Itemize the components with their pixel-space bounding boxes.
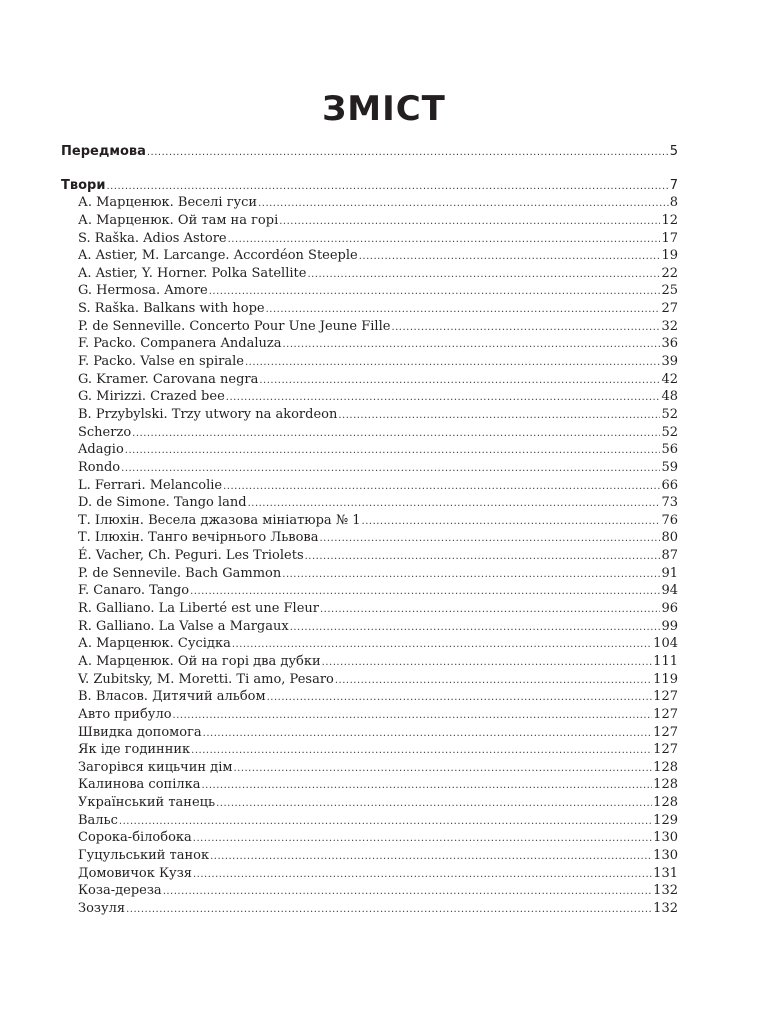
toc-entry[interactable] — [61, 212, 678, 230]
page-number: 127 — [653, 689, 678, 705]
entry-title: D. de Simone. Tango land — [78, 495, 247, 511]
page-number: 127 — [653, 742, 678, 758]
toc-entry[interactable] — [61, 829, 678, 847]
page-number: 32 — [661, 318, 678, 334]
toc-entry[interactable] — [61, 847, 678, 865]
page-number: 131 — [653, 865, 678, 881]
dot-leader — [228, 231, 661, 249]
entry-title: Scherzo — [78, 424, 132, 440]
entry-title: А. Марценюк. Веселі гуси — [78, 195, 258, 211]
dot-leader — [193, 866, 652, 884]
toc-entry[interactable] — [61, 724, 678, 742]
page-title: ЗМІСТ — [322, 88, 446, 129]
entry-title: A. Astier, Y. Horner. Polka Satellite — [78, 265, 307, 281]
toc-entry[interactable] — [61, 353, 678, 371]
page-number: 119 — [653, 671, 678, 687]
dot-leader — [191, 742, 652, 760]
dot-leader — [163, 883, 652, 901]
entry-title: Вальс — [78, 812, 118, 828]
page-number: 127 — [653, 724, 678, 740]
page-number: 52 — [661, 406, 678, 422]
page-number: 99 — [661, 618, 678, 634]
toc-entry[interactable] — [61, 247, 678, 265]
entry-title: F. Packo. Valse en spirale — [78, 354, 244, 370]
entry-title: Домовичок Кузя — [78, 865, 192, 881]
page-number: 128 — [653, 759, 678, 775]
entry-title: S. Raška. Balkans with hope — [78, 301, 265, 317]
toc-entry[interactable] — [61, 794, 678, 812]
entry-title: R. Galliano. La Valse a Margaux — [78, 618, 289, 634]
page-number: 5 — [669, 144, 678, 159]
toc-entry[interactable] — [61, 282, 678, 300]
dot-leader — [320, 601, 660, 619]
dot-leader — [190, 583, 660, 601]
dot-leader — [223, 478, 660, 496]
toc-entry[interactable] — [61, 882, 678, 900]
page-number: 7 — [669, 177, 678, 193]
dot-leader — [121, 460, 660, 478]
page-number: 87 — [661, 548, 678, 564]
page-number: 25 — [661, 283, 678, 299]
entry-title: Коза-дереза — [78, 883, 162, 899]
dot-leader — [322, 654, 653, 672]
entry-title: А. Марценюк. Ой там на горі — [78, 212, 279, 228]
entry-title: А. Марценюк. Сусідка — [78, 636, 231, 652]
dot-leader — [202, 777, 653, 795]
toc-entry[interactable] — [61, 600, 678, 618]
page-number: 36 — [661, 336, 678, 352]
page-number: 111 — [653, 653, 678, 669]
toc-section-entry[interactable] — [61, 177, 678, 195]
entry-title: Т. Ілюхін. Танго вечірнього Львова — [78, 530, 319, 546]
dot-leader — [307, 266, 660, 284]
toc-entry[interactable] — [61, 529, 678, 547]
dot-leader — [283, 336, 661, 354]
entry-title: V. Zubitsky, M. Moretti. Ti amo, Pesaro — [78, 671, 334, 687]
dot-leader — [173, 707, 653, 725]
page-number: 96 — [661, 601, 678, 617]
entry-title: Rondo — [78, 459, 121, 475]
page-number: 22 — [661, 265, 678, 281]
entry-title: В. Власов. Дитячий альбом — [78, 689, 266, 705]
entry-title: G. Hermosa. Amore — [78, 283, 208, 299]
dot-leader — [282, 566, 660, 584]
entry-title: Т. Ілюхін. Весела джазова мініатюра № 1 — [78, 512, 361, 528]
dot-leader — [106, 178, 668, 196]
page-number: 104 — [653, 636, 678, 652]
dot-leader — [266, 301, 661, 319]
entry-title: B. Przybylski. Trzy utwory na akordeon — [78, 406, 338, 422]
page-number: 52 — [661, 424, 678, 440]
toc-entry[interactable] — [61, 582, 678, 600]
toc-entry[interactable] — [61, 424, 678, 442]
dot-leader — [132, 425, 660, 443]
page-number: 27 — [661, 301, 678, 317]
page-number: 128 — [653, 777, 678, 793]
page-number: 132 — [653, 900, 678, 916]
page-number: 66 — [661, 477, 678, 493]
dot-leader — [126, 901, 652, 919]
page-number: 8 — [669, 195, 678, 211]
page-number: 94 — [661, 583, 678, 599]
toc-entry[interactable] — [61, 194, 678, 212]
page-number: 76 — [661, 512, 678, 528]
dot-leader — [226, 389, 661, 407]
dot-leader — [147, 144, 669, 162]
page-number: 130 — [653, 830, 678, 846]
toc-entry[interactable] — [61, 565, 678, 583]
page-number: 42 — [661, 371, 678, 387]
toc-entry[interactable] — [61, 230, 678, 248]
entry-title: P. de Senneville. Concerto Pour Une Jeune Fille — [78, 318, 391, 334]
dot-leader — [362, 513, 661, 531]
dot-leader — [267, 689, 653, 707]
page-number: 17 — [661, 230, 678, 246]
page-number: 39 — [661, 354, 678, 370]
section-spacer — [61, 161, 678, 177]
toc-entry[interactable] — [61, 671, 678, 689]
entry-title: Сорока-білобока — [78, 830, 192, 846]
dot-leader — [232, 636, 652, 654]
dot-leader — [203, 725, 653, 743]
entry-title: Зозуля — [78, 900, 126, 916]
dot-leader — [248, 495, 661, 513]
entry-title: Як іде годинник — [78, 742, 191, 758]
page-number: 127 — [653, 706, 678, 722]
page-number: 19 — [661, 248, 678, 264]
entry-title: Швидка допомога — [78, 724, 202, 740]
page-number: 128 — [653, 795, 678, 811]
page-number: 130 — [653, 847, 678, 863]
dot-leader — [320, 530, 661, 548]
toc-entry[interactable] — [61, 318, 678, 336]
toc-entry[interactable] — [61, 441, 678, 459]
toc-entry[interactable] — [61, 776, 678, 794]
toc-entry[interactable] — [61, 371, 678, 389]
dot-leader — [259, 372, 660, 390]
entry-title: L. Ferrari. Melancolie — [78, 477, 223, 493]
toc-entry[interactable] — [61, 547, 678, 565]
toc-entry[interactable] — [61, 653, 678, 671]
toc-entry[interactable] — [61, 459, 678, 477]
page-number: 129 — [653, 812, 678, 828]
entry-title: А. Марценюк. Ой на горі два дубки — [78, 653, 321, 669]
page-number: 91 — [661, 565, 678, 581]
page-number: 12 — [661, 212, 678, 228]
toc-entry[interactable] — [61, 635, 678, 653]
toc-entry[interactable] — [61, 300, 678, 318]
dot-leader — [210, 848, 652, 866]
page-number: 56 — [661, 442, 678, 458]
dot-leader — [391, 319, 660, 337]
page-number: 80 — [661, 530, 678, 546]
dot-leader — [279, 213, 660, 231]
toc-entry[interactable] — [61, 512, 678, 530]
dot-leader — [305, 548, 661, 566]
toc-entry[interactable] — [61, 618, 678, 636]
toc-entry[interactable] — [61, 741, 678, 759]
entry-title: Гуцульський танок — [78, 847, 210, 863]
entry-title: R. Galliano. La Liberté est une Fleur — [78, 601, 319, 617]
dot-leader — [233, 760, 652, 778]
entry-title: G. Mirizzi. Crazed bee — [78, 389, 225, 405]
dot-leader — [125, 442, 661, 460]
dot-leader — [209, 283, 661, 301]
toc-entry[interactable] — [61, 865, 678, 883]
toc-section-entry[interactable] — [61, 143, 678, 161]
toc-entry[interactable] — [61, 494, 678, 512]
toc-entry[interactable] — [61, 477, 678, 495]
entry-title: G. Kramer. Carovana negra — [78, 371, 259, 387]
entry-title: Український танець — [78, 795, 216, 811]
toc-entry[interactable] — [61, 388, 678, 406]
dot-leader — [245, 354, 660, 372]
entry-title: F. Canaro. Tango — [78, 583, 190, 599]
toc-entry[interactable] — [61, 406, 678, 424]
entry-title: Калинова сопілка — [78, 777, 201, 793]
dot-leader — [258, 195, 669, 213]
page-number: 132 — [653, 883, 678, 899]
entry-title: Adagio — [78, 442, 124, 458]
table-of-contents — [61, 143, 678, 918]
entry-title: Загорівся кицьчин дім — [78, 759, 233, 775]
dot-leader — [290, 619, 661, 637]
toc-entry[interactable] — [61, 812, 678, 830]
page-number: 73 — [661, 495, 678, 511]
entry-title: P. de Sennevile. Bach Gammon — [78, 565, 282, 581]
dot-leader — [359, 248, 661, 266]
toc-entry[interactable] — [61, 759, 678, 777]
dot-leader — [338, 407, 660, 425]
toc-entry[interactable] — [61, 265, 678, 283]
toc-entry[interactable] — [61, 335, 678, 353]
entry-title: Передмова — [61, 144, 146, 159]
page-number: 59 — [661, 459, 678, 475]
entry-title: Твори — [61, 177, 106, 193]
entry-title: A. Astier, M. Larcange. Accordéon Steeple — [78, 248, 358, 264]
dot-leader — [193, 830, 652, 848]
dot-leader — [335, 672, 652, 690]
toc-entry[interactable] — [61, 688, 678, 706]
toc-entry[interactable] — [61, 900, 678, 918]
entry-title: É. Vacher, Ch. Peguri. Les Triolets — [78, 548, 304, 564]
entry-title: F. Packo. Companera Andaluza — [78, 336, 282, 352]
toc-entry[interactable] — [61, 706, 678, 724]
dot-leader — [216, 795, 652, 813]
page-number: 48 — [661, 389, 678, 405]
dot-leader — [119, 813, 652, 831]
entry-title: Авто прибуло — [78, 706, 172, 722]
entry-title: S. Raška. Adios Astore — [78, 230, 227, 246]
